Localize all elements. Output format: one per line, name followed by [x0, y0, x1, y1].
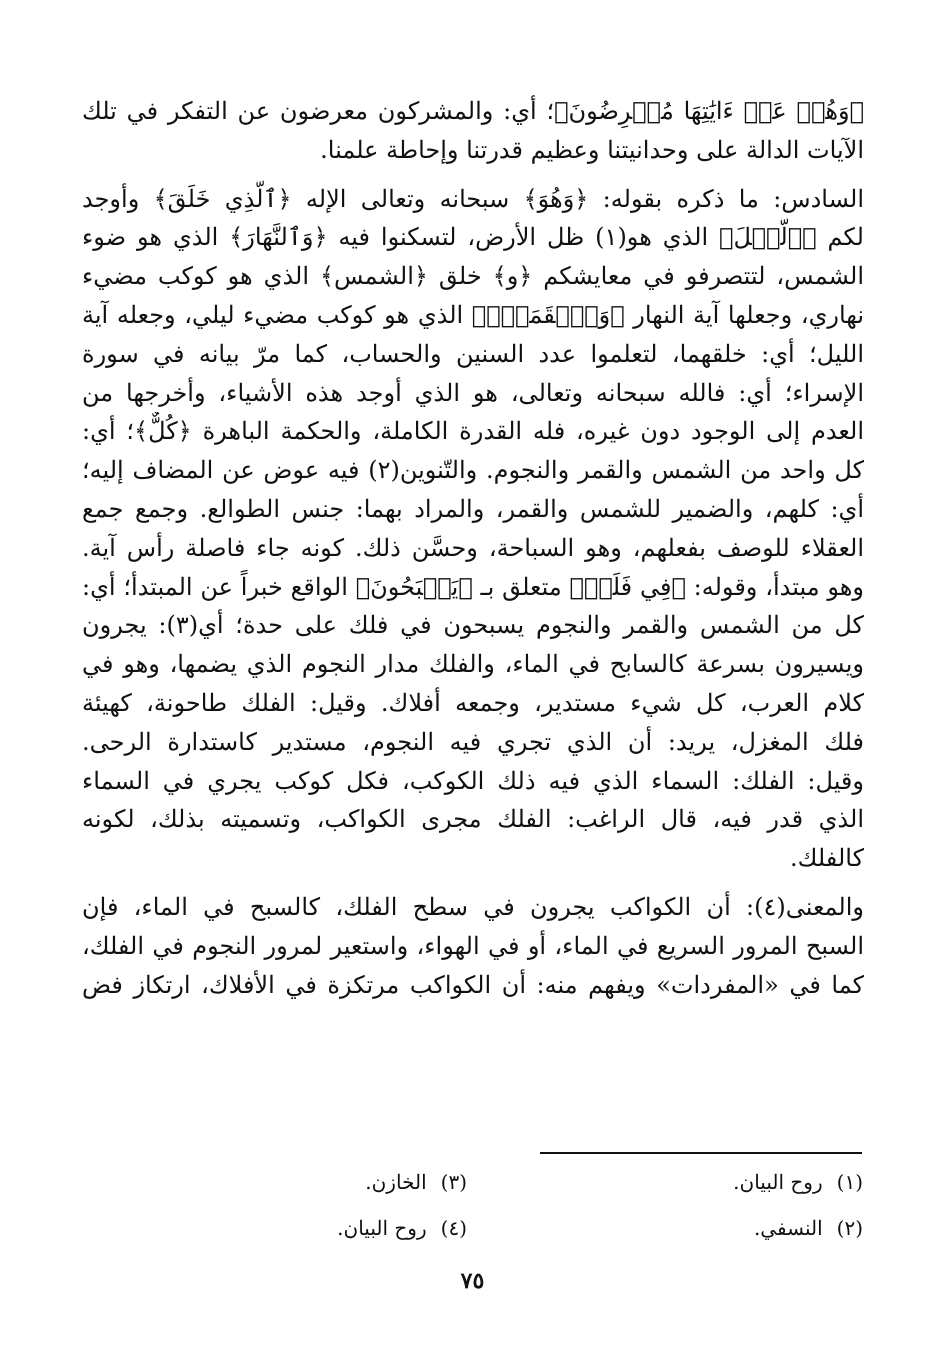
footnote-text: روح البيان. [337, 1216, 427, 1240]
footnote-number: (٣) [440, 1170, 467, 1194]
text-line: فلك المغزل، يريد: أن الذي تجري فيه النجوم، مستدير كاستدارة الرحى. [82, 727, 864, 756]
text-line: الليل؛ أي: خلقهما، لتعلموا عدد السنين والحساب، كما مرّ بيانه في سورة [82, 339, 864, 368]
text-line: كل من الشمس والقمر والنجوم يسبحون في فلك على حدة؛ أي(٣): يجرون [82, 611, 864, 640]
text-line: كالفلك. [790, 844, 864, 873]
footnote-number: (١) [836, 1170, 863, 1194]
text-line: لكم ﴿ٱلَّيۡلَ﴾ الذي هو(١) ظل الأرض، لتسكنوا فيه ﴿وَٱلنَّهَارَ﴾ الذي هو ضوء [82, 223, 864, 252]
footnote-3 [365, 1170, 467, 1194]
text-line: والمعنى(٤): أن الكواكب يجرون في سطح الفلك، كالسبح في الماء، فإن [82, 892, 864, 921]
text-line: وهو مبتدأ، وقوله: ﴿فِي فَلَكٖ﴾ متعلق بـ ﴿يَسۡبَحُونَ﴾ الواقع خبراً عن المبتدأ؛ أي: [82, 572, 864, 601]
text-line: وقيل: الفلك: السماء الذي فيه ذلك الكوكب، فكل كوكب يجري في السماء [82, 766, 864, 795]
footnote-text: روح البيان. [733, 1170, 823, 1194]
text-line: الآيات الدالة على وحدانيتنا وعظيم قدرتنا وإحاطة علمنا. [320, 135, 864, 164]
footnote-4 [337, 1216, 467, 1240]
text-line: الإسراء؛ أي: فالله سبحانه وتعالى، هو الذي أوجد هذه الأشياء، وأخرجها من [82, 378, 864, 407]
text-line: ويسيرون بسرعة كالسابح في الماء، والفلك مدار النجوم الذي يضمها، وهو في [82, 650, 864, 679]
text-line: السبح المرور السريع في الماء، أو في الهواء، واستعير لمرور النجوم في الفلك، [82, 931, 864, 960]
text-line: العقلاء للوصف بفعلهم، وهو السباحة، وحسَّن ذلك. كونه جاء فاصلة رأس آية. [82, 533, 864, 562]
paragraph-1 [82, 92, 864, 170]
body-text [82, 92, 864, 1004]
paragraph-3 [82, 888, 864, 1004]
text-line: العدم إلى الوجود دون غيره، فله القدرة الكاملة، والحكمة الباهرة ﴿كُلٌّ﴾؛ أي: [82, 417, 864, 446]
footnote-number: (٤) [440, 1216, 467, 1240]
text-line: كل واحد من الشمس والقمر والنجوم. والتّنوين(٢) فيه عوض عن المضاف إليه؛ [82, 456, 864, 485]
paragraph-2 [82, 180, 864, 878]
text-line: ﴿وَهُمۡ عَنۡ ءَايَٰتِهَا مُعۡرِضُونَ﴾؛ أي: والمشركون معرضون عن التفكر في تلك [82, 97, 864, 125]
text-line: كما في «المفردات» ويفهم منه: أن الكواكب مرتكزة في الأفلاك، ارتكاز فض [82, 970, 864, 999]
page-number: ٧٥ [460, 1268, 485, 1294]
text-line: نهاري، وجعلها آية النهار ﴿وَٱلۡقَمَرَۖ﴾ الذي هو كوكب مضيء ليلي، وجعله آية [82, 300, 864, 329]
text-line: الذي قدر فيه، قال الراغب: الفلك مجرى الكواكب، وتسميته بذلك، لكونه [82, 805, 864, 834]
text-line: الشمس، لتتصرفو في معايشكم ﴿و﴾ خلق ﴿الشمس﴾ الذي هو كوكب مضيء [82, 262, 864, 291]
text-line: كلام العرب، كل شيء مستدير، وجمعه أفلاك. وقيل: الفلك طاحونة، كهيئة [82, 688, 864, 717]
footnote-number: (٢) [836, 1216, 863, 1240]
footnote-text: الخازن. [365, 1170, 427, 1194]
text-line: السادس: ما ذكره بقوله: ﴿وَهُوَ﴾ سبحانه وتعالى الإله ﴿ٱلَّذِي خَلَقَ﴾ وأوجد [82, 184, 864, 213]
text-line: أي: كلهم، والضمير للشمس والقمر، والمراد بهما: جنس الطوالع. وجمع جمع [82, 494, 864, 523]
footnote-2 [754, 1216, 863, 1240]
footnote-1 [733, 1170, 863, 1194]
footnote-text: النسفي. [753, 1216, 823, 1240]
footnote-separator [540, 1152, 862, 1154]
